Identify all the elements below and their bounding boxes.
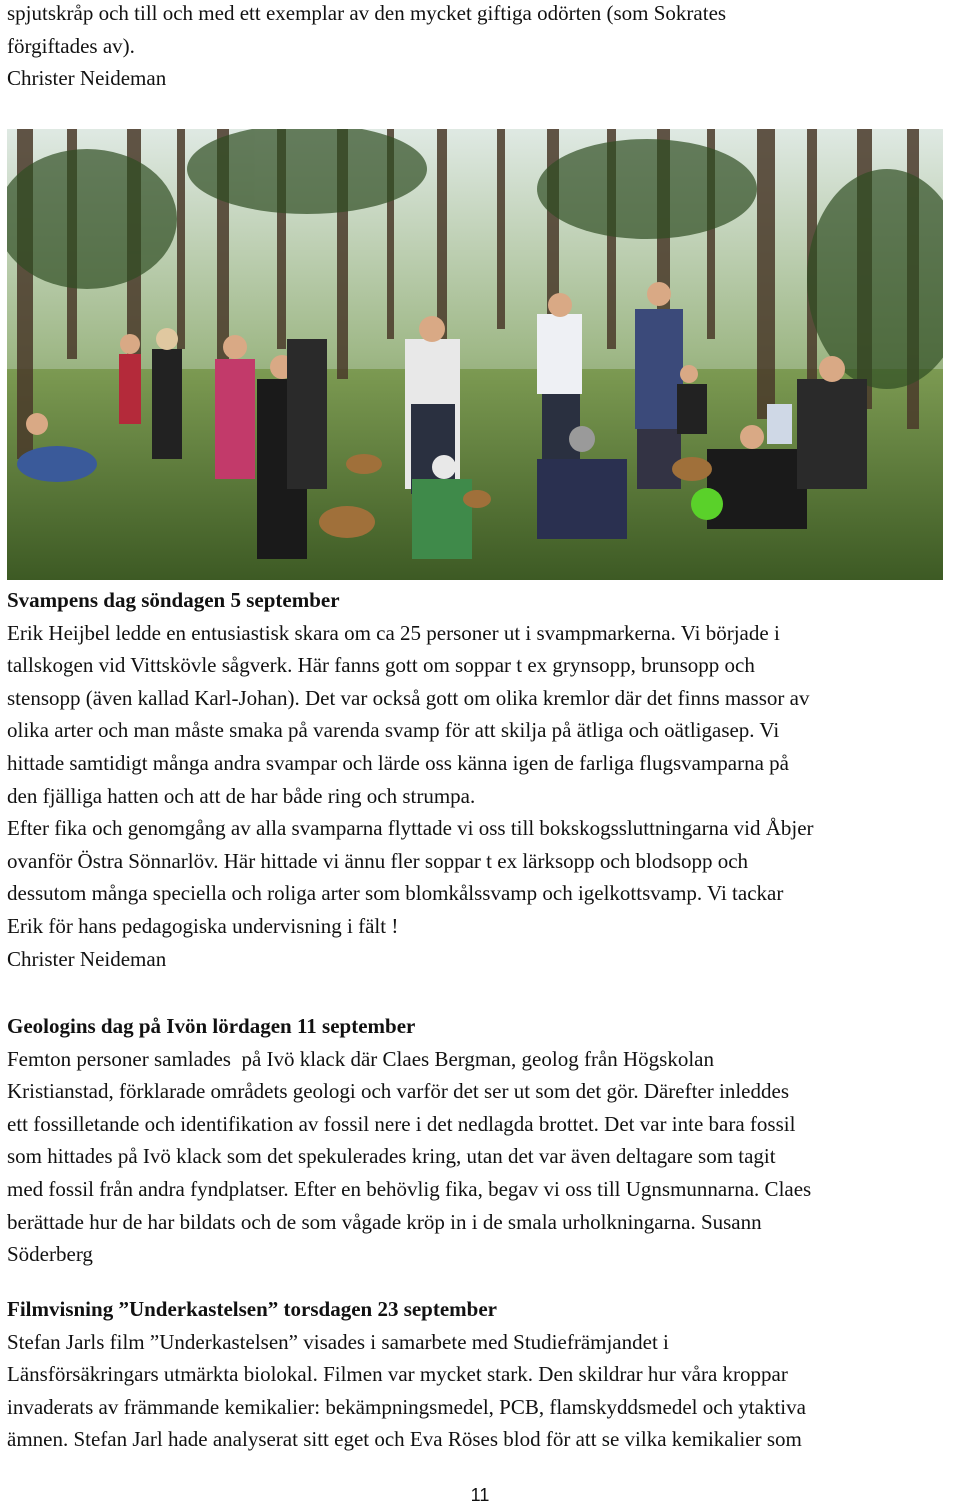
text-line: Kristianstad, förklarade områdets geologi och varför det ser ut som det gör. Därefter inleddes [7, 1079, 789, 1104]
text-line: hittade samtidigt många andra svampar och lärde oss känna igen de farliga flugsvamparna på [7, 750, 789, 775]
text-line: Stefan Jarls film ”Underkastelsen” visades i samarbete med Studiefrämjandet i [7, 1329, 669, 1354]
text-line: med fossil från andra fyndplatser. Efter en behövlig fika, begav vi oss till Ugnsmunnarna. Claes [7, 1176, 812, 1201]
text-line: som hittades på Ivö klack som det spekulerades kring, utan det var även deltagare som tagit [7, 1144, 776, 1169]
text-line: invaderats av främmande kemikalier: bekämpningsmedel, PCB, flamskyddsmedel och ytaktiva [7, 1394, 806, 1419]
section-heading: Svampens dag söndagen 5 september [7, 588, 340, 612]
author-line: Söderberg [7, 1242, 93, 1267]
text-line: Efter fika och genomgång av alla svamparna flyttade vi oss till bokskogssluttningarna vid Åbjer [7, 816, 814, 841]
page-number: 11 [470, 1485, 490, 1505]
text-line: ett fossilletande och identifikation av fossil nere i det nedlagda brottet. Det var inte bara fossil [7, 1111, 796, 1136]
text-line: förgiftades av). [7, 33, 135, 58]
text-line: stensopp (även kallad Karl-Johan). Det var också gott om olika kremlor där det finns massor av [7, 685, 810, 710]
text-line: tallskogen vid Vittskövle sågverk. Här fanns gott om soppar t ex grynsopp, brunsopp och [7, 653, 755, 678]
text-line: dessutom många speciella och roliga arter som blomkålssvamp och igelkottsvamp. Vi tackar [7, 881, 784, 906]
text-line: Erik Heijbel ledde en entusiastisk skara om ca 25 personer ut i svampmarkerna. Vi började i [7, 620, 780, 645]
text-line: spjutskråp och till och med ett exemplar av den mycket giftiga odörten (som Sokrates [7, 1, 727, 25]
section-svampens-dag [7, 584, 814, 975]
text-line: Erik för hans pedagogiska undervisning i fält ! [7, 913, 399, 938]
section-geologins-dag [7, 1010, 811, 1271]
forest-group-photo [7, 129, 943, 580]
text-line: ämnen. Stefan Jarl hade analyserat sitt eget och Eva Röses blod för att se vilka kemikalier som [7, 1427, 802, 1452]
intro-paragraph [7, 0, 726, 95]
author-line: Christer Neideman [7, 66, 167, 91]
photo-forest-group-icon [7, 129, 943, 580]
section-heading: Geologins dag på Ivön lördagen 11 september [7, 1014, 416, 1038]
text-line: Femton personer samlades på Ivö klack där Claes Bergman, geolog från Högskolan [7, 1046, 715, 1071]
text-line: berättade hur de har bildats och de som vågade kröp in i de smala urholkningarna. Susann [7, 1209, 762, 1234]
author-line: Christer Neideman [7, 946, 167, 971]
text-line: olika arter och man måste smaka på varenda svamp för att skilja på ätliga och oätligasep. Vi [7, 718, 780, 743]
section-filmvisning [7, 1293, 806, 1456]
text-line: ovanför Östra Sönnarlöv. Här hittade vi ännu fler soppar t ex lärksopp och blodsopp och [7, 848, 749, 873]
text-line: Länsförsäkringars utmärkta biolokal. Filmen var mycket stark. Den skildrar hur våra kroppar [7, 1362, 788, 1387]
text-line: den fjälliga hatten och att de har både ring och strumpa. [7, 783, 476, 808]
section-heading: Filmvisning ”Underkastelsen” torsdagen 23 september [7, 1297, 497, 1321]
